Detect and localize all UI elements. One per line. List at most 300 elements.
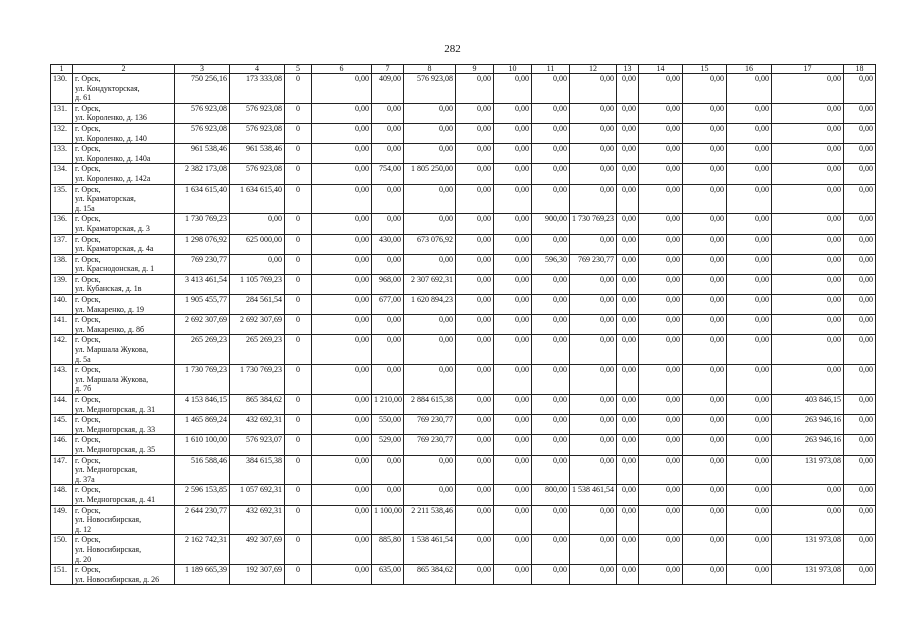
value-cell: 0,00 xyxy=(456,565,494,585)
value-cell: 0,00 xyxy=(404,315,456,335)
value-cell: 0,00 xyxy=(494,123,532,143)
value-cell: 516 588,46 xyxy=(175,455,230,485)
value-cell: 0,00 xyxy=(312,485,372,505)
column-header: 18 xyxy=(844,65,876,74)
value-cell: 0,00 xyxy=(372,144,404,164)
column-header: 9 xyxy=(456,65,494,74)
value-cell: 0,00 xyxy=(844,164,876,184)
value-cell: 0 xyxy=(285,535,312,565)
value-cell: 0 xyxy=(285,315,312,335)
value-cell: 0,00 xyxy=(844,254,876,274)
column-header: 17 xyxy=(772,65,844,74)
value-cell: 0,00 xyxy=(532,535,570,565)
row-number: 135. xyxy=(51,184,73,214)
value-cell: 0,00 xyxy=(494,335,532,365)
value-cell: 0,00 xyxy=(727,123,772,143)
address-line: ул. Короленко, д. 136 xyxy=(75,113,147,123)
value-cell: 0,00 xyxy=(844,535,876,565)
value-cell: 0,00 xyxy=(404,365,456,395)
value-cell: 0,00 xyxy=(532,395,570,415)
value-cell: 0,00 xyxy=(312,214,372,234)
value-cell: 769 230,77 xyxy=(175,254,230,274)
value-cell: 0,00 xyxy=(532,103,570,123)
value-cell: 0,00 xyxy=(494,395,532,415)
address-line: г. Орск, xyxy=(75,144,101,154)
address-line: г. Орск, xyxy=(75,395,101,404)
row-number: 139. xyxy=(51,274,73,294)
value-cell: 0,00 xyxy=(617,74,639,104)
value-cell: 0,00 xyxy=(639,435,683,455)
value-cell: 0,00 xyxy=(639,254,683,274)
value-cell: 0,00 xyxy=(727,565,772,585)
value-cell: 0,00 xyxy=(639,123,683,143)
address-cell xyxy=(73,74,175,104)
value-cell: 0,00 xyxy=(639,144,683,164)
value-cell: 0,00 xyxy=(456,455,494,485)
address-line: ул. Медногорская, д. 35 xyxy=(75,444,156,454)
value-cell: 0,00 xyxy=(844,435,876,455)
value-cell: 529,00 xyxy=(372,435,404,455)
value-cell: 0,00 xyxy=(570,565,617,585)
value-cell: 0,00 xyxy=(372,315,404,335)
value-cell: 677,00 xyxy=(372,295,404,315)
address-cell xyxy=(73,184,175,214)
value-cell: 0,00 xyxy=(639,455,683,485)
value-cell: 576 923,08 xyxy=(230,164,285,184)
value-cell: 1 538 461,54 xyxy=(404,535,456,565)
address-line: г. Орск, xyxy=(75,164,101,174)
address-cell xyxy=(73,274,175,294)
value-cell: 0,00 xyxy=(617,315,639,335)
value-cell: 0 xyxy=(285,234,312,254)
address-line: ул. Короленко, д. 140а xyxy=(75,153,151,163)
value-cell: 0,00 xyxy=(683,274,727,294)
address-cell xyxy=(73,485,175,505)
address-line: г. Орск, xyxy=(75,274,101,284)
value-cell: 131 973,08 xyxy=(772,535,844,565)
value-cell: 0,00 xyxy=(312,74,372,104)
value-cell: 0,00 xyxy=(772,335,844,365)
row-number: 132. xyxy=(51,123,73,143)
address-line: ул. Медногорская, д. 41 xyxy=(75,494,156,504)
value-cell: 0,00 xyxy=(570,234,617,254)
value-cell: 492 307,69 xyxy=(230,535,285,565)
value-cell: 0,00 xyxy=(617,214,639,234)
value-cell: 0,00 xyxy=(570,435,617,455)
value-cell: 0,00 xyxy=(456,164,494,184)
address-line: ул. Маршала Жукова, xyxy=(75,374,149,384)
address-line: г. Орск, xyxy=(75,455,101,465)
table-row xyxy=(51,234,876,254)
column-header: 13 xyxy=(617,65,639,74)
value-cell: 0,00 xyxy=(404,184,456,214)
value-cell: 0,00 xyxy=(312,103,372,123)
address-line: ул. Медногорская, д. 31 xyxy=(75,404,156,414)
value-cell: 2 307 692,31 xyxy=(404,274,456,294)
row-number: 148. xyxy=(51,485,73,505)
value-cell: 0,00 xyxy=(494,184,532,214)
value-cell: 0,00 xyxy=(404,123,456,143)
value-cell: 576 923,08 xyxy=(175,103,230,123)
value-cell: 0,00 xyxy=(727,234,772,254)
address-line: д. 7б xyxy=(75,384,92,394)
column-header: 2 xyxy=(73,65,175,74)
value-cell: 0,00 xyxy=(372,485,404,505)
value-cell: 0 xyxy=(285,395,312,415)
value-cell: 0,00 xyxy=(772,295,844,315)
value-cell: 0,00 xyxy=(617,164,639,184)
value-cell: 0,00 xyxy=(456,505,494,535)
value-cell: 0,00 xyxy=(532,295,570,315)
value-cell: 0,00 xyxy=(372,335,404,365)
value-cell: 0,00 xyxy=(844,234,876,254)
value-cell: 0,00 xyxy=(312,274,372,294)
value-cell: 0,00 xyxy=(639,234,683,254)
value-cell: 596,30 xyxy=(532,254,570,274)
address-line: г. Орск, xyxy=(75,365,101,375)
value-cell: 1 805 250,00 xyxy=(404,164,456,184)
value-cell: 0,00 xyxy=(456,74,494,104)
value-cell: 0,00 xyxy=(372,365,404,395)
row-number: 137. xyxy=(51,234,73,254)
value-cell: 0,00 xyxy=(639,315,683,335)
address-cell xyxy=(73,335,175,365)
value-cell: 1 730 769,23 xyxy=(175,214,230,234)
address-cell xyxy=(73,103,175,123)
value-cell: 0,00 xyxy=(683,315,727,335)
address-cell xyxy=(73,295,175,315)
value-cell: 2 211 538,46 xyxy=(404,505,456,535)
value-cell: 0,00 xyxy=(683,295,727,315)
address-cell xyxy=(73,144,175,164)
address-line: ул. Новосибирская, xyxy=(75,515,142,525)
value-cell: 0,00 xyxy=(570,365,617,395)
address-line: ул. Кондукторская, xyxy=(75,83,140,93)
value-cell: 0,00 xyxy=(844,335,876,365)
value-cell: 0,00 xyxy=(639,365,683,395)
table-row xyxy=(51,144,876,164)
value-cell: 0,00 xyxy=(844,365,876,395)
value-cell: 0,00 xyxy=(494,315,532,335)
table-header xyxy=(51,65,876,74)
value-cell: 0,00 xyxy=(404,214,456,234)
column-header: 8 xyxy=(404,65,456,74)
value-cell: 0,00 xyxy=(617,565,639,585)
value-cell: 0,00 xyxy=(772,123,844,143)
value-cell: 0,00 xyxy=(570,184,617,214)
value-cell: 403 846,15 xyxy=(772,395,844,415)
value-cell: 885,80 xyxy=(372,535,404,565)
value-cell: 0,00 xyxy=(570,103,617,123)
value-cell: 265 269,23 xyxy=(175,335,230,365)
value-cell: 0,00 xyxy=(844,274,876,294)
value-cell: 0,00 xyxy=(456,315,494,335)
value-cell: 0,00 xyxy=(639,565,683,585)
value-cell: 576 923,08 xyxy=(404,74,456,104)
value-cell: 0,00 xyxy=(312,123,372,143)
value-cell: 0,00 xyxy=(456,123,494,143)
address-line: ул. Краматорская, д. 4а xyxy=(75,244,154,254)
table-body xyxy=(51,74,876,585)
column-header: 7 xyxy=(372,65,404,74)
address-cell xyxy=(73,123,175,143)
value-cell: 1 634 615,40 xyxy=(230,184,285,214)
value-cell: 0,00 xyxy=(727,455,772,485)
value-cell: 0,00 xyxy=(494,505,532,535)
value-cell: 0,00 xyxy=(570,164,617,184)
value-cell: 432 692,31 xyxy=(230,505,285,535)
value-cell: 0,00 xyxy=(312,335,372,365)
value-cell: 284 561,54 xyxy=(230,295,285,315)
value-cell: 1 298 076,92 xyxy=(175,234,230,254)
value-cell: 0,00 xyxy=(312,535,372,565)
value-cell: 0 xyxy=(285,565,312,585)
value-cell: 0,00 xyxy=(617,144,639,164)
value-cell: 263 946,16 xyxy=(772,435,844,455)
value-cell: 0,00 xyxy=(456,295,494,315)
value-cell: 0,00 xyxy=(683,535,727,565)
value-cell: 0,00 xyxy=(772,315,844,335)
address-line: г. Орск, xyxy=(75,485,101,495)
value-cell: 0,00 xyxy=(532,74,570,104)
address-cell xyxy=(73,214,175,234)
value-cell: 0,00 xyxy=(570,74,617,104)
value-cell: 432 692,31 xyxy=(230,415,285,435)
value-cell: 0 xyxy=(285,103,312,123)
address-line: г. Орск, xyxy=(75,123,101,133)
data-table xyxy=(50,64,876,585)
value-cell: 0,00 xyxy=(617,505,639,535)
value-cell: 0,00 xyxy=(404,144,456,164)
value-cell: 0,00 xyxy=(727,164,772,184)
value-cell: 0,00 xyxy=(844,144,876,164)
address-line: г. Орск, xyxy=(75,535,101,545)
value-cell: 0,00 xyxy=(617,415,639,435)
value-cell: 0,00 xyxy=(570,505,617,535)
address-line: г. Орск, xyxy=(75,505,101,515)
address-line: г. Орск, xyxy=(75,315,101,325)
column-header: 5 xyxy=(285,65,312,74)
address-cell xyxy=(73,505,175,535)
value-cell: 0,00 xyxy=(772,214,844,234)
column-header: 15 xyxy=(683,65,727,74)
value-cell: 0,00 xyxy=(639,395,683,415)
value-cell: 0 xyxy=(285,295,312,315)
value-cell: 0,00 xyxy=(727,395,772,415)
value-cell: 0,00 xyxy=(617,485,639,505)
value-cell: 0,00 xyxy=(570,315,617,335)
value-cell: 0,00 xyxy=(404,254,456,274)
value-cell: 0,00 xyxy=(570,395,617,415)
value-cell: 0 xyxy=(285,164,312,184)
column-header: 4 xyxy=(230,65,285,74)
table-row xyxy=(51,74,876,104)
value-cell: 0,00 xyxy=(532,435,570,455)
value-cell: 0,00 xyxy=(456,485,494,505)
value-cell: 0,00 xyxy=(683,123,727,143)
value-cell: 0,00 xyxy=(727,365,772,395)
value-cell: 0,00 xyxy=(683,234,727,254)
address-line: ул. Маршала Жукова, xyxy=(75,345,149,355)
value-cell: 131 973,08 xyxy=(772,455,844,485)
row-number: 144. xyxy=(51,395,73,415)
address-line: ул. Новосибирская, д. 26 xyxy=(75,574,160,584)
row-number: 149. xyxy=(51,505,73,535)
value-cell: 2 382 173,08 xyxy=(175,164,230,184)
value-cell: 0,00 xyxy=(727,254,772,274)
value-cell: 0,00 xyxy=(844,74,876,104)
value-cell: 0,00 xyxy=(456,254,494,274)
value-cell: 0,00 xyxy=(456,184,494,214)
value-cell: 0,00 xyxy=(844,315,876,335)
value-cell: 0,00 xyxy=(532,315,570,335)
value-cell: 0,00 xyxy=(772,144,844,164)
address-line: ул. Новосибирская, xyxy=(75,544,142,554)
value-cell: 0,00 xyxy=(456,214,494,234)
value-cell: 0,00 xyxy=(532,184,570,214)
value-cell: 0,00 xyxy=(683,164,727,184)
value-cell: 0,00 xyxy=(494,485,532,505)
row-number: 142. xyxy=(51,335,73,365)
address-line: ул. Макаренко, д. 19 xyxy=(75,304,145,314)
value-cell: 0,00 xyxy=(312,565,372,585)
value-cell: 0,00 xyxy=(683,74,727,104)
value-cell: 900,00 xyxy=(532,214,570,234)
value-cell: 769 230,77 xyxy=(404,415,456,435)
value-cell: 2 884 615,38 xyxy=(404,395,456,415)
value-cell: 635,00 xyxy=(372,565,404,585)
table-row xyxy=(51,365,876,395)
value-cell: 0,00 xyxy=(372,123,404,143)
value-cell: 0,00 xyxy=(230,214,285,234)
value-cell: 0 xyxy=(285,505,312,535)
value-cell: 1 610 100,00 xyxy=(175,435,230,455)
value-cell: 192 307,69 xyxy=(230,565,285,585)
address-line: ул. Медногорская, xyxy=(75,465,138,475)
column-header: 11 xyxy=(532,65,570,74)
row-number: 138. xyxy=(51,254,73,274)
row-number: 140. xyxy=(51,295,73,315)
address-line: г. Орск, xyxy=(75,234,101,244)
column-header: 10 xyxy=(494,65,532,74)
value-cell: 263 946,16 xyxy=(772,415,844,435)
value-cell: 0,00 xyxy=(532,415,570,435)
value-cell: 0,00 xyxy=(617,274,639,294)
value-cell: 800,00 xyxy=(532,485,570,505)
value-cell: 0,00 xyxy=(727,214,772,234)
value-cell: 865 384,62 xyxy=(230,395,285,415)
table-row xyxy=(51,274,876,294)
value-cell: 0 xyxy=(285,455,312,485)
column-header: 6 xyxy=(312,65,372,74)
address-cell xyxy=(73,455,175,485)
value-cell: 0,00 xyxy=(844,455,876,485)
value-cell: 0,00 xyxy=(456,103,494,123)
value-cell: 0,00 xyxy=(639,485,683,505)
value-cell: 2 596 153,85 xyxy=(175,485,230,505)
value-cell: 0,00 xyxy=(617,335,639,365)
value-cell: 0,00 xyxy=(532,164,570,184)
value-cell: 0,00 xyxy=(532,234,570,254)
row-number: 136. xyxy=(51,214,73,234)
value-cell: 0,00 xyxy=(683,395,727,415)
value-cell: 0,00 xyxy=(456,335,494,365)
value-cell: 769 230,77 xyxy=(570,254,617,274)
page-number: 282 xyxy=(444,43,461,55)
address-line: ул. Короленко, д. 140 xyxy=(75,133,147,143)
value-cell: 0 xyxy=(285,254,312,274)
value-cell: 0,00 xyxy=(639,535,683,565)
value-cell: 0,00 xyxy=(639,335,683,365)
value-cell: 0,00 xyxy=(617,123,639,143)
row-number: 134. xyxy=(51,164,73,184)
value-cell: 131 973,08 xyxy=(772,565,844,585)
value-cell: 0,00 xyxy=(456,535,494,565)
address-line: г. Орск, xyxy=(75,335,101,345)
address-cell xyxy=(73,535,175,565)
value-cell: 0,00 xyxy=(727,184,772,214)
value-cell: 0,00 xyxy=(639,103,683,123)
address-line: ул. Краснодонская, д. 1 xyxy=(75,264,155,274)
value-cell: 1 057 692,31 xyxy=(230,485,285,505)
value-cell: 0,00 xyxy=(772,274,844,294)
value-cell: 0,00 xyxy=(312,415,372,435)
value-cell: 0,00 xyxy=(372,254,404,274)
value-cell: 0,00 xyxy=(456,435,494,455)
table-row xyxy=(51,335,876,365)
value-cell: 0,00 xyxy=(456,415,494,435)
address-cell xyxy=(73,254,175,274)
value-cell: 0,00 xyxy=(617,103,639,123)
value-cell: 0,00 xyxy=(727,295,772,315)
value-cell: 0,00 xyxy=(727,74,772,104)
value-cell: 1 634 615,40 xyxy=(175,184,230,214)
address-line: ул. Краматорская, д. 3 xyxy=(75,223,150,233)
value-cell: 0,00 xyxy=(683,144,727,164)
row-number: 147. xyxy=(51,455,73,485)
address-line: д. 20 xyxy=(75,554,92,564)
value-cell: 0,00 xyxy=(570,295,617,315)
row-number: 131. xyxy=(51,103,73,123)
value-cell: 754,00 xyxy=(372,164,404,184)
value-cell: 0,00 xyxy=(532,274,570,294)
table-row xyxy=(51,164,876,184)
value-cell: 1 905 455,77 xyxy=(175,295,230,315)
address-line: г. Орск, xyxy=(75,254,101,264)
value-cell: 0,00 xyxy=(312,234,372,254)
row-number: 130. xyxy=(51,74,73,104)
address-line: ул. Кубанская, д. 1в xyxy=(75,284,142,294)
value-cell: 673 076,92 xyxy=(404,234,456,254)
value-cell: 0,00 xyxy=(617,535,639,565)
value-cell: 0,00 xyxy=(532,144,570,164)
value-cell: 430,00 xyxy=(372,234,404,254)
value-cell: 0,00 xyxy=(683,214,727,234)
address-line: ул. Краматорская, xyxy=(75,194,136,204)
value-cell: 0,00 xyxy=(727,505,772,535)
address-line: г. Орск, xyxy=(75,415,101,425)
value-cell: 265 269,23 xyxy=(230,335,285,365)
value-cell: 0,00 xyxy=(639,295,683,315)
value-cell: 1 465 869,24 xyxy=(175,415,230,435)
address-cell xyxy=(73,565,175,585)
value-cell: 0,00 xyxy=(570,335,617,365)
value-cell: 0 xyxy=(285,123,312,143)
value-cell: 0,00 xyxy=(683,103,727,123)
value-cell: 0,00 xyxy=(494,295,532,315)
value-cell: 0,00 xyxy=(683,565,727,585)
value-cell: 4 153 846,15 xyxy=(175,395,230,415)
